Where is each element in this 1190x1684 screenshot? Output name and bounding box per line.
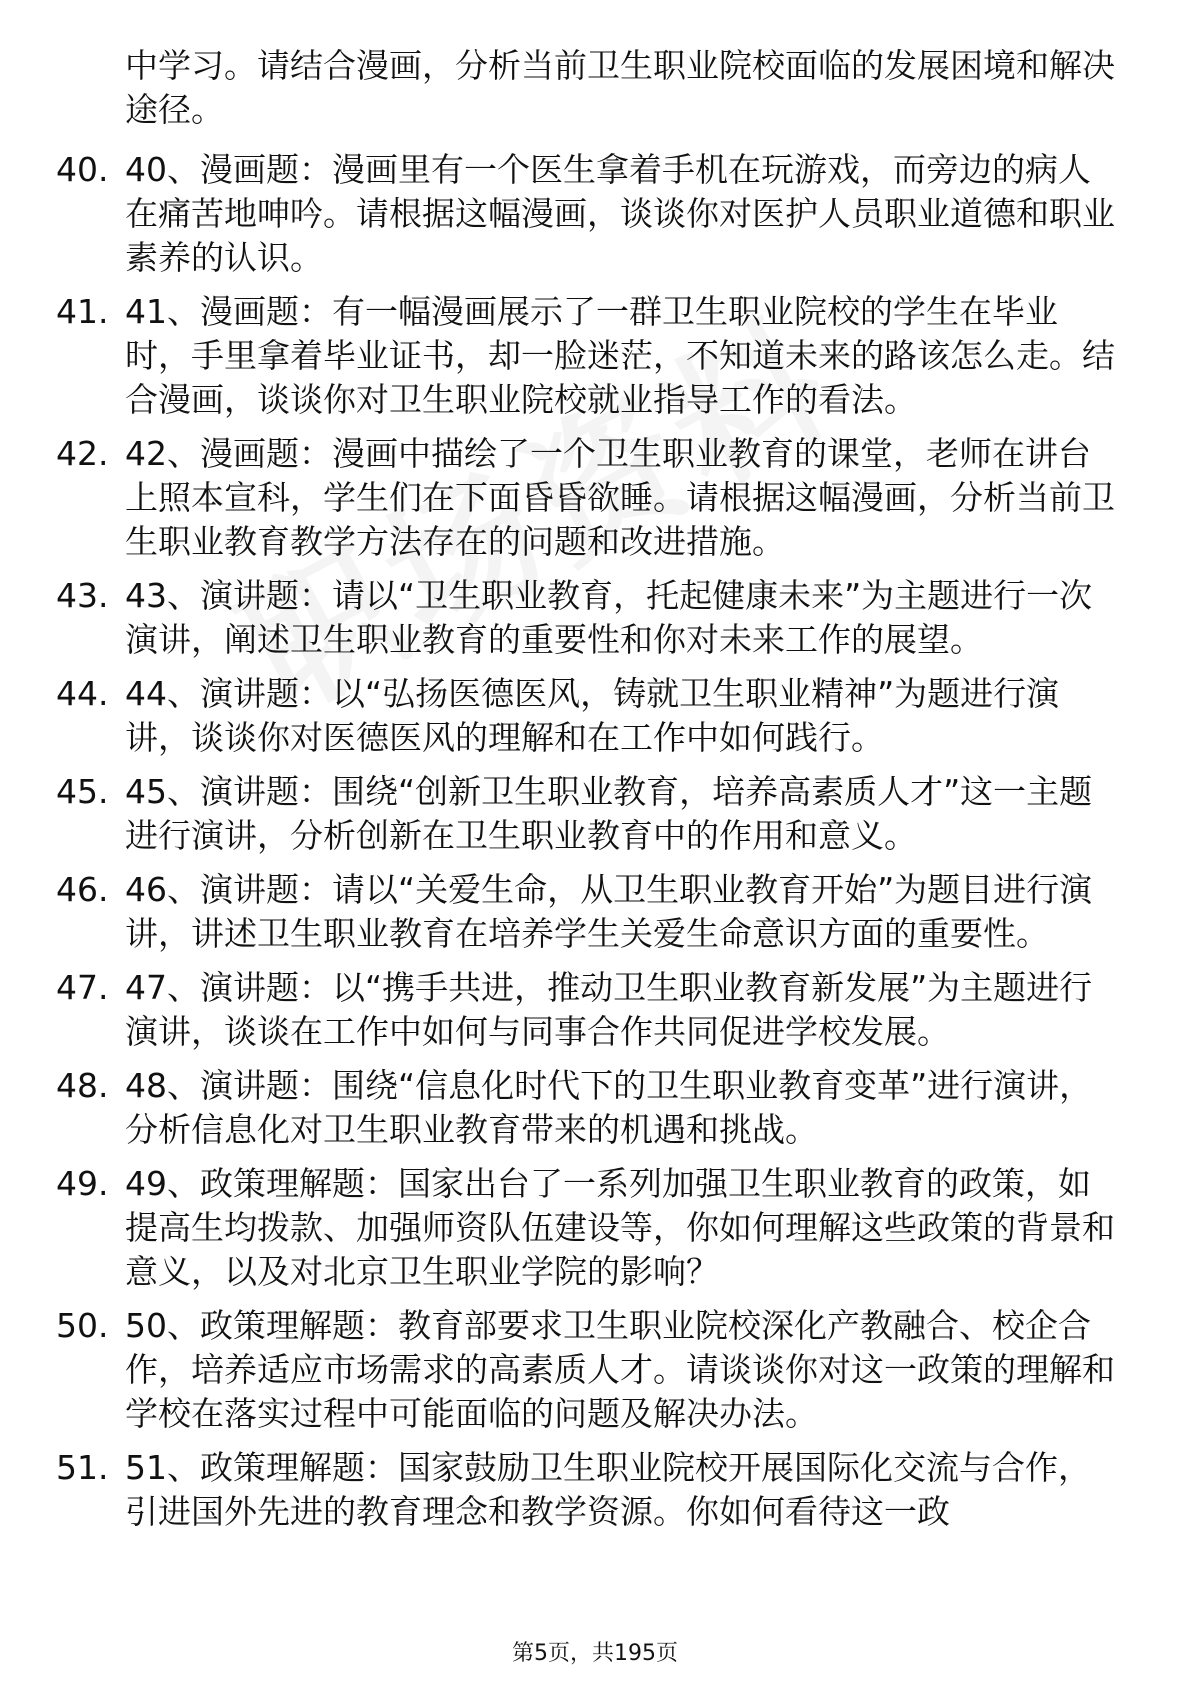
question-number: 49. — [56, 1164, 109, 1203]
question-number: 40. — [56, 150, 109, 189]
question-number: 44. — [56, 674, 109, 713]
question-text: 40、漫画题：漫画里有一个医生拿着手机在玩游戏，而旁边的病人在痛苦地呻吟。请根据这幅漫画，谈谈你对医护人员职业道德和职业素养的认识。 — [125, 150, 1115, 277]
question-number: 42. — [56, 434, 109, 473]
question-number: 43. — [56, 576, 109, 615]
list-item — [56, 574, 1116, 662]
continuation-text: 中学习。请结合漫画，分析当前卫生职业院校面临的发展困境和解决途径。 — [125, 46, 1115, 129]
question-number: 51. — [56, 1448, 109, 1487]
question-text: 48、演讲题：围绕“信息化时代下的卫生职业教育变革”进行演讲，分析信息化对卫生职业教育带来的机遇和挑战。 — [125, 1066, 1093, 1149]
question-list — [56, 148, 1116, 1544]
list-item — [56, 868, 1116, 956]
question-text: 49、政策理解题：国家出台了一系列加强卫生职业教育的政策，如提高生均拨款、加强师资队伍建设等，你如何理解这些政策的背景和意义，以及对北京卫生职业学院的影响？ — [125, 1164, 1115, 1291]
question-text: 43、演讲题：请以“卫生职业教育，托起健康未来”为主题进行一次演讲，阐述卫生职业教育的重要性和你对未来工作的展望。 — [125, 576, 1093, 659]
question-number: 46. — [56, 870, 109, 909]
list-item — [56, 1446, 1116, 1534]
list-item — [56, 672, 1116, 760]
list-item — [56, 966, 1116, 1054]
question-text: 47、演讲题：以“携手共进，推动卫生职业教育新发展”为主题进行演讲，谈谈在工作中如何与同事合作共同促进学校发展。 — [125, 968, 1093, 1051]
question-text: 42、漫画题：漫画中描绘了一个卫生职业教育的课堂，老师在讲台上照本宣科，学生们在下面昏昏欲睡。请根据这幅漫画，分析当前卫生职业教育教学方法存在的问题和改进措施。 — [125, 434, 1115, 561]
question-text: 41、漫画题：有一幅漫画展示了一群卫生职业院校的学生在毕业时，手里拿着毕业证书，却一脸迷茫，不知道未来的路该怎么走。结合漫画，谈谈你对卫生职业院校就业指导工作的看法。 — [125, 292, 1115, 419]
list-item — [56, 770, 1116, 858]
list-item — [56, 148, 1116, 280]
question-number: 47. — [56, 968, 109, 1007]
list-item — [56, 1162, 1116, 1294]
list-item — [56, 1304, 1116, 1436]
page-footer: 第5页，共195页 — [512, 1641, 678, 1666]
question-text: 46、演讲题：请以“关爱生命，从卫生职业教育开始”为题目进行演讲，讲述卫生职业教育在培养学生关爱生命意识方面的重要性。 — [125, 870, 1093, 953]
question-number: 50. — [56, 1306, 109, 1345]
question-number: 48. — [56, 1066, 109, 1105]
list-item — [56, 290, 1116, 422]
question-number: 45. — [56, 772, 109, 811]
list-item — [56, 432, 1116, 564]
question-text: 44、演讲题：以“弘扬医德医风，铸就卫生职业精神”为题进行演讲，谈谈你对医德医风的理解和在工作中如何践行。 — [125, 674, 1060, 757]
question-text: 45、演讲题：围绕“创新卫生职业教育，培养高素质人才”这一主题进行演讲，分析创新在卫生职业教育中的作用和意义。 — [125, 772, 1093, 855]
question-text: 51、政策理解题：国家鼓励卫生职业院校开展国际化交流与合作，引进国外先进的教育理念和教学资源。你如何看待这一政 — [125, 1448, 1091, 1531]
question-text: 50、政策理解题：教育部要求卫生职业院校深化产教融合、校企合作，培养适应市场需求的高素质人才。请谈谈你对这一政策的理解和学校在落实过程中可能面临的问题及解决办法。 — [125, 1306, 1115, 1433]
list-item — [56, 1064, 1116, 1152]
question-number: 41. — [56, 292, 109, 331]
